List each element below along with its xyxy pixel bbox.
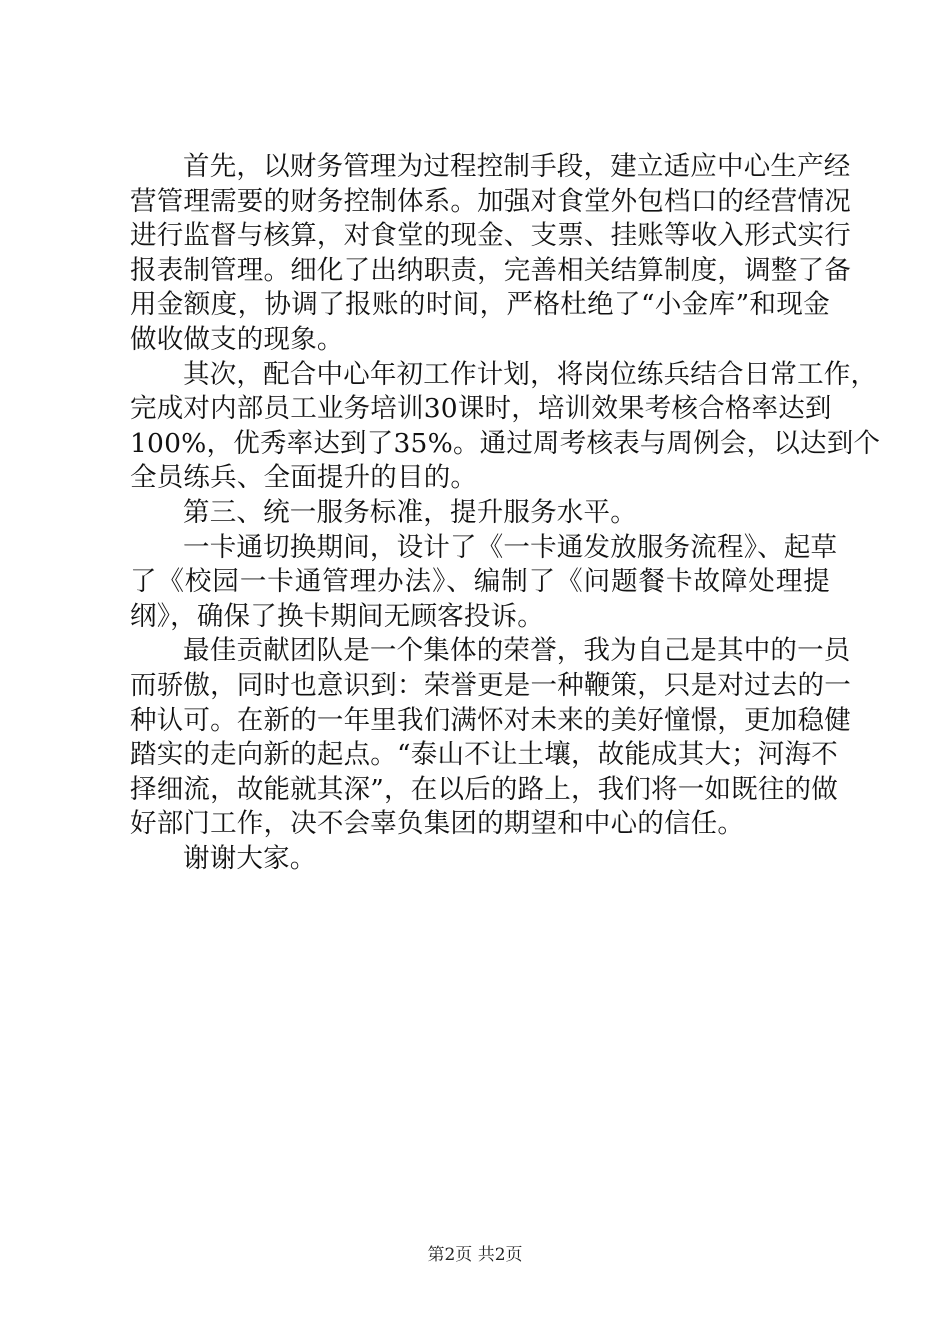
text-line: 做收做支的现象。 xyxy=(130,323,344,355)
text-line: 最佳贡献团队是一个集体的荣誉，我为自己是其中的一员 xyxy=(183,635,851,667)
paragraph-service-standard xyxy=(130,496,830,531)
text-line: 报表制管理。细化了出纳职责，完善相关结算制度，调整了备 xyxy=(130,254,851,286)
text-line: 择细流，故能就其深”，在以后的路上，我们将一如既往的做 xyxy=(130,773,838,805)
document-body xyxy=(130,150,881,876)
paragraph-financial-control xyxy=(130,150,851,358)
text-line: 好部门工作，决不会辜负集团的期望和中心的信任。 xyxy=(130,808,745,840)
text-line: 100%，优秀率达到了35%。通过周考核表与周例会，以达到个 xyxy=(130,427,881,459)
text-line: 用金额度，协调了报账的时间，严格杜绝了“小金库”和现金 xyxy=(130,289,830,321)
text-line: 第三、统一服务标准，提升服务水平。 xyxy=(183,496,637,528)
text-line: 而骄傲，同时也意识到：荣誉更是一种鞭策，只是对过去的一 xyxy=(130,669,851,701)
text-line: 了《校园一卡通管理办法》、编制了《问题餐卡故障处理提 xyxy=(130,566,830,598)
text-line: 进行监督与核算，对食堂的现金、支票、挂账等收入形式实行 xyxy=(130,220,851,252)
text-line: 营管理需要的财务控制体系。加强对食堂外包档口的经营情况 xyxy=(130,185,851,217)
text-line: 完成对内部员工业务培训30课时，培训效果考核合格率达到 xyxy=(130,393,832,425)
paragraph-team-honor xyxy=(130,634,851,842)
text-line: 踏实的走向新的起点。“泰山不让土壤，故能成其大；河海不 xyxy=(130,739,838,771)
paragraph-closing xyxy=(130,842,830,877)
paragraph-training xyxy=(130,358,881,496)
text-line: 其次，配合中心年初工作计划，将岗位练兵结合日常工作， xyxy=(183,358,878,390)
text-line: 纲》，确保了换卡期间无顾客投诉。 xyxy=(130,600,544,632)
paragraph-campus-card xyxy=(130,531,838,635)
text-line: 全员练兵、全面提升的目的。 xyxy=(130,462,478,494)
text-line: 种认可。在新的一年里我们满怀对未来的美好憧憬，更加稳健 xyxy=(130,704,851,736)
page-number: 第2页 共2页 xyxy=(427,1245,523,1265)
text-line: 谢谢大家。 xyxy=(183,842,317,874)
text-line: 首先，以财务管理为过程控制手段，建立适应中心生产经 xyxy=(183,151,851,182)
text-line: 一卡通切换期间，设计了《一卡通发放服务流程》、起草 xyxy=(183,531,838,563)
